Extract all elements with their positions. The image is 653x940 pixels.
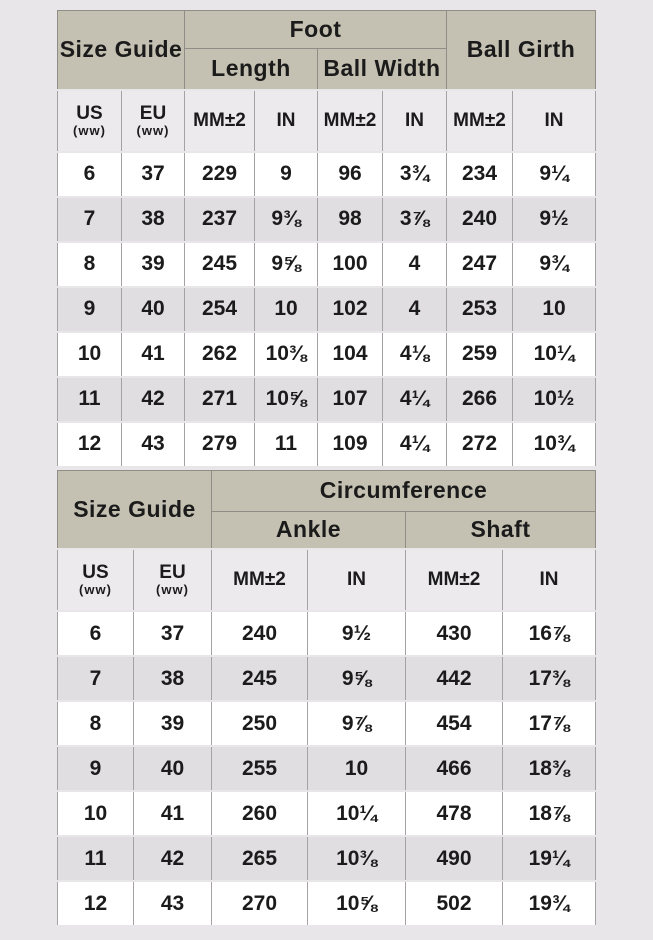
table-cell: 10¼ [513, 332, 596, 377]
table2-header-us [58, 549, 134, 611]
table-cell: 109 [318, 422, 383, 467]
table1-body [58, 152, 596, 467]
table1-header-ballwidth-in: IN [383, 90, 447, 152]
table-cell: 245 [212, 656, 308, 701]
table-row [58, 701, 596, 746]
table-row [58, 242, 596, 287]
table-cell: 442 [406, 656, 503, 701]
table-cell: 4¼ [383, 422, 447, 467]
table-cell: 3¾ [383, 152, 447, 197]
table-cell: 430 [406, 611, 503, 656]
table-cell: 37 [122, 152, 185, 197]
table-cell: 490 [406, 836, 503, 881]
table-cell: 10¼ [308, 791, 406, 836]
table1-header-ballgirth-mm: MM±2 [447, 90, 513, 152]
table-cell: 10⅝ [308, 881, 406, 926]
table-cell: 247 [447, 242, 513, 287]
us-label: US [82, 562, 109, 584]
table-cell: 9½ [513, 197, 596, 242]
table2-body [58, 611, 596, 926]
table-cell: 3⅞ [383, 197, 447, 242]
table-cell: 9¾ [513, 242, 596, 287]
table-cell: 9½ [308, 611, 406, 656]
table-cell: 6 [58, 152, 122, 197]
table-cell: 4 [383, 242, 447, 287]
table-cell: 42 [134, 836, 212, 881]
table1-header-ballgirth-in: IN [513, 90, 596, 152]
table-cell: 40 [122, 287, 185, 332]
table-cell: 10 [58, 791, 134, 836]
eu-width-label: (ww) [156, 582, 189, 598]
table-cell: 9⅜ [255, 197, 318, 242]
table-cell: 18⅞ [503, 791, 596, 836]
table-cell: 18⅜ [503, 746, 596, 791]
table-cell: 259 [447, 332, 513, 377]
table-cell: 4¼ [383, 377, 447, 422]
table-cell: 9⅝ [255, 242, 318, 287]
table-cell: 42 [122, 377, 185, 422]
table-cell: 37 [134, 611, 212, 656]
table-cell: 4 [383, 287, 447, 332]
table-cell: 279 [185, 422, 255, 467]
table-row [58, 656, 596, 701]
table-cell: 10⅜ [255, 332, 318, 377]
table-cell: 8 [58, 701, 134, 746]
table1-group-foot: Foot [185, 11, 447, 49]
table-cell: 253 [447, 287, 513, 332]
table-cell: 41 [134, 791, 212, 836]
table-cell: 7 [58, 656, 134, 701]
table-cell: 266 [447, 377, 513, 422]
table-cell: 38 [122, 197, 185, 242]
table2-subgroup-shaft: Shaft [406, 511, 596, 549]
table-cell: 10⅝ [255, 377, 318, 422]
table-cell: 10 [255, 287, 318, 332]
size-chart [57, 10, 595, 927]
table-cell: 40 [134, 746, 212, 791]
table2-title: Size Guide [58, 470, 212, 549]
table-cell: 265 [212, 836, 308, 881]
table-cell: 229 [185, 152, 255, 197]
table1-header-eu [122, 90, 185, 152]
table-row [58, 377, 596, 422]
table-cell: 237 [185, 197, 255, 242]
table-cell: 11 [58, 377, 122, 422]
table-cell: 16⅞ [503, 611, 596, 656]
table-cell: 8 [58, 242, 122, 287]
circumference-size-table [57, 470, 596, 928]
table-row [58, 152, 596, 197]
table-cell: 270 [212, 881, 308, 926]
table2-header-shaft-mm: MM±2 [406, 549, 503, 611]
table-cell: 107 [318, 377, 383, 422]
table-cell: 9¼ [513, 152, 596, 197]
table-cell: 19¼ [503, 836, 596, 881]
table2-subgroup-ankle: Ankle [212, 511, 406, 549]
table-row [58, 197, 596, 242]
table-cell: 10 [58, 332, 122, 377]
table-cell: 10 [513, 287, 596, 332]
table-row [58, 746, 596, 791]
table-cell: 10⅜ [308, 836, 406, 881]
us-width-label: (ww) [73, 122, 106, 138]
table1-group-ball-girth: Ball Girth [447, 11, 596, 90]
table-cell: 234 [447, 152, 513, 197]
table-cell: 41 [122, 332, 185, 377]
table1-header-ballwidth-mm: MM±2 [318, 90, 383, 152]
table-cell: 96 [318, 152, 383, 197]
table2-header-eu [134, 549, 212, 611]
table-row [58, 332, 596, 377]
eu-label: EU [139, 102, 167, 124]
table-cell: 12 [58, 422, 122, 467]
table-cell: 39 [122, 242, 185, 287]
eu-width-label: (ww) [136, 122, 170, 138]
table-cell: 255 [212, 746, 308, 791]
table-cell: 262 [185, 332, 255, 377]
foot-size-table [57, 10, 596, 468]
table-cell: 466 [406, 746, 503, 791]
table1-header-us [58, 90, 122, 152]
table-cell: 9⅝ [308, 656, 406, 701]
table-cell: 10 [308, 746, 406, 791]
table-cell: 260 [212, 791, 308, 836]
table-cell: 4⅛ [383, 332, 447, 377]
table-cell: 9 [255, 152, 318, 197]
us-label: US [76, 102, 103, 124]
table-cell: 272 [447, 422, 513, 467]
table-cell: 19¾ [503, 881, 596, 926]
table-cell: 502 [406, 881, 503, 926]
table-cell: 9 [58, 746, 134, 791]
table-cell: 17⅞ [503, 701, 596, 746]
table1-title: Size Guide [58, 11, 185, 90]
table-cell: 39 [134, 701, 212, 746]
table-row [58, 881, 596, 926]
table2-header-ankle-in: IN [308, 549, 406, 611]
table1-subgroup-ball-width: Ball Width [318, 49, 447, 90]
table1-header-length-mm: MM±2 [185, 90, 255, 152]
table-cell: 10¾ [513, 422, 596, 467]
table-cell: 98 [318, 197, 383, 242]
table-cell: 43 [134, 881, 212, 926]
table-cell: 38 [134, 656, 212, 701]
table-cell: 104 [318, 332, 383, 377]
table-cell: 10½ [513, 377, 596, 422]
table-cell: 12 [58, 881, 134, 926]
table-row [58, 836, 596, 881]
table-cell: 9⅞ [308, 701, 406, 746]
table-cell: 240 [447, 197, 513, 242]
table-cell: 6 [58, 611, 134, 656]
table-cell: 7 [58, 197, 122, 242]
table-cell: 11 [58, 836, 134, 881]
eu-label: EU [159, 562, 186, 584]
table-cell: 240 [212, 611, 308, 656]
table-cell: 271 [185, 377, 255, 422]
table-row [58, 422, 596, 467]
table-row [58, 611, 596, 656]
table-cell: 454 [406, 701, 503, 746]
table2-group-circumference: Circumference [212, 470, 596, 511]
table-cell: 102 [318, 287, 383, 332]
table-cell: 9 [58, 287, 122, 332]
table1-header-length-in: IN [255, 90, 318, 152]
table2-header-ankle-mm: MM±2 [212, 549, 308, 611]
table-row [58, 287, 596, 332]
table1-subgroup-length: Length [185, 49, 318, 90]
table-cell: 245 [185, 242, 255, 287]
table-cell: 43 [122, 422, 185, 467]
table2-header-shaft-in: IN [503, 549, 596, 611]
us-width-label: (ww) [79, 582, 112, 598]
table-cell: 478 [406, 791, 503, 836]
table-cell: 100 [318, 242, 383, 287]
table-cell: 254 [185, 287, 255, 332]
table-cell: 11 [255, 422, 318, 467]
table-cell: 17⅜ [503, 656, 596, 701]
table-row [58, 791, 596, 836]
table-cell: 250 [212, 701, 308, 746]
